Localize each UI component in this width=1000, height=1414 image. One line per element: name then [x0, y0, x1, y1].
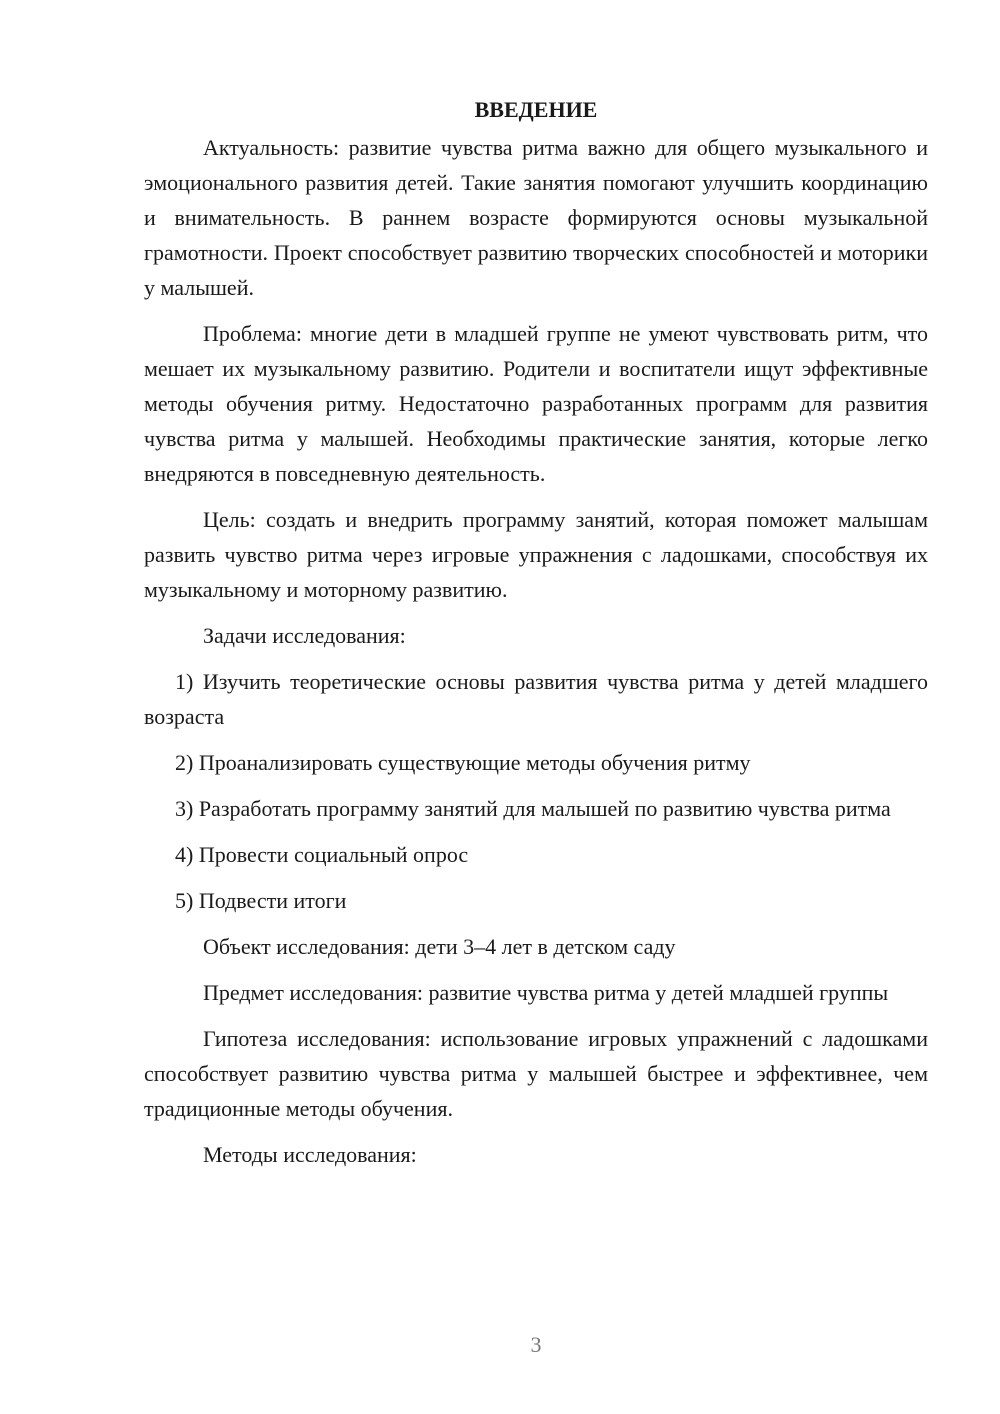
page-title: ВВЕДЕНИЕ — [474, 97, 598, 122]
subject-paragraph: Предмет исследования: развитие чувства ритма у детей младшей группы — [203, 980, 889, 1005]
task-item: 3) Разработать программу занятий для малышей по развитию чувства ритма — [175, 796, 891, 821]
task-item: 1) Изучить теоретические основы развития чувства ритма у детей младшего возраста — [144, 669, 928, 729]
object-paragraph: Объект исследования: дети 3–4 лет в детском саду — [203, 934, 676, 959]
problem-paragraph: Проблема: многие дети в младшей группе не умеют чувствовать ритм, что мешает их музыкальному развитию. Родители и воспитатели ищут эффективные методы обучения ритму. Недостаточно разработанных программ для развития чувства ритма у малышей. Необходимы практические занятия, которые легко внедряются в повседневную деятельность. — [144, 321, 928, 486]
page-number: 3 — [530, 1332, 542, 1357]
task-item: 2) Проанализировать существующие методы обучения ритму — [175, 750, 751, 775]
task-item: 5) Подвести итоги — [175, 888, 347, 913]
hypothesis-paragraph: Гипотеза исследования: использование игровых упражнений с ладошками способствует развитию чувства ритма у малышей быстрее и эффективнее, чем традиционные методы обучения. — [144, 1026, 928, 1121]
goal-paragraph: Цель: создать и внедрить программу занятий, которая поможет малышам развить чувство ритма через игровые упражнения с ладошками, способствуя их музыкальному и моторному развитию. — [144, 507, 928, 602]
document-page — [144, 92, 928, 1183]
task-item: 4) Провести социальный опрос — [175, 842, 469, 867]
relevance-paragraph: Актуальность: развитие чувства ритма важно для общего музыкального и эмоционального развития детей. Такие занятия помогают улучшить координацию и внимательность. В раннем возрасте формируются основы музыкальной грамотности. Проект способствует развитию творческих способностей и моторики у малышей. — [144, 135, 928, 300]
methods-heading: Методы исследования: — [203, 1142, 417, 1167]
tasks-heading: Задачи исследования: — [203, 623, 406, 648]
